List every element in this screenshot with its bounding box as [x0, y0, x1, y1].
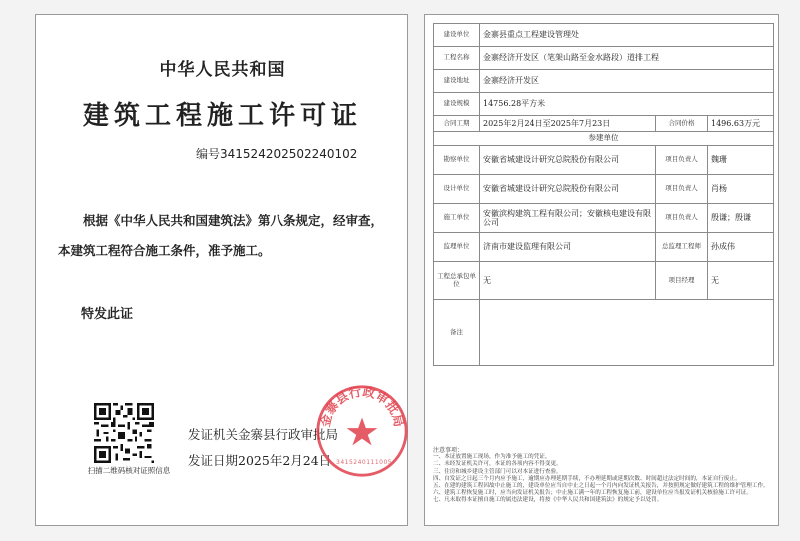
design-unit-label: 设计单位 — [434, 175, 480, 204]
supervision-unit-label: 监理单位 — [434, 233, 480, 262]
notes-section — [433, 447, 775, 505]
project-name-label: 工程名称 — [434, 47, 480, 70]
construction-role: 项目负责人 — [656, 204, 708, 233]
address-label: 建设地址 — [434, 70, 480, 93]
table-row — [434, 70, 774, 93]
contractor-value: 无 — [480, 262, 656, 300]
table-row — [434, 132, 774, 146]
supervision-unit-value: 济南市建设监理有限公司 — [480, 233, 656, 262]
survey-person: 魏珊 — [708, 146, 774, 175]
builder-label: 建设单位 — [434, 24, 480, 47]
price-label: 合同价格 — [656, 116, 708, 132]
note-item: 五、在建的建筑工程因故中止施工的，建设单位应当自中止之日起一个月内向发证机关报告，并按照规定做好建筑工程的维护管理工作。 — [433, 483, 769, 490]
certificate-statement: 根据《中华人民共和国建筑法》第八条规定，经审查，本建筑工程符合施工条件，准予施工。 — [58, 213, 384, 258]
certificate-detail-page — [424, 14, 779, 526]
builder-value: 金寨县重点工程建设管理处 — [480, 24, 774, 47]
construction-unit-label: 施工单位 — [434, 204, 480, 233]
supervision-person: 孙成伟 — [708, 233, 774, 262]
remarks-label: 备注 — [434, 300, 480, 366]
certificate-front-page — [35, 14, 408, 526]
construction-person: 殷谦；殷谦 — [708, 204, 774, 233]
table-row — [434, 262, 774, 300]
table-row — [434, 93, 774, 116]
project-name-value: 金寨经济开发区（笔架山路至金水路段）道排工程 — [480, 47, 774, 70]
issue-date-label: 发证日期 — [188, 453, 239, 468]
qr-code-icon[interactable] — [94, 403, 154, 463]
issue-date — [188, 451, 331, 469]
certificate-title: 建筑工程施工许可证 — [82, 101, 362, 131]
note-item: 四、自发证之日起三个月内应予施工，逾期应办理延期手续，不办理延期或延期次数、时间超过法定时间的，本证自行废止。 — [433, 475, 741, 482]
supervision-role: 总监理工程师 — [656, 233, 708, 262]
table-row — [434, 175, 774, 204]
table-row — [434, 24, 774, 47]
country-name: 中华人民共和国 — [159, 60, 286, 80]
scale-label: 建设规模 — [434, 93, 480, 116]
qr-caption: 扫描二维码核对证照信息 — [87, 466, 171, 475]
design-unit-value: 安徽省城建设计研究总院股份有限公司 — [480, 175, 656, 204]
survey-unit-value: 安徽省城建设计研究总院股份有限公司 — [480, 146, 656, 175]
svg-text:金寨县行政审批局: 金寨县行政审批局 — [317, 383, 407, 429]
notes-title: 注意事项： — [433, 447, 464, 454]
remarks-value — [480, 300, 774, 366]
note-item: 六、建筑工程恢复施工时，应当向发证机关报告；中止施工满一年的工程恢复施工前，建设单位应当报发证机关核验施工许可证。 — [433, 490, 752, 497]
scale-value: 14756.28平方米 — [480, 93, 774, 116]
issuing-authority-value: 金寨县行政审批局 — [238, 427, 339, 442]
note-item: 三、住房和城乡建设主管部门可以对本证进行查验。 — [433, 468, 562, 475]
table-row — [434, 204, 774, 233]
survey-role: 项目负责人 — [656, 146, 708, 175]
issuing-authority-label: 发证机关 — [188, 427, 239, 442]
design-role: 项目负责人 — [656, 175, 708, 204]
table-row — [434, 146, 774, 175]
table-row — [434, 233, 774, 262]
note-item: 七、凡未取得本证擅自施工的属违法建设，将按《中华人民共和国建筑法》的规定予以处罚。 — [433, 497, 663, 504]
issue-date-value: 2025年2月24日 — [238, 453, 332, 468]
period-label: 合同工期 — [434, 116, 480, 132]
construction-unit-value: 安徽滨构建筑工程有限公司；安徽核电建设有限公司 — [480, 204, 656, 233]
manager-person: 无 — [708, 262, 774, 300]
special-issue-text: 特发此证 — [81, 307, 134, 322]
survey-unit-label: 勘察单位 — [434, 146, 480, 175]
seal-code: 3415240111005 — [336, 459, 393, 466]
note-item: 二、未经发证机关许可，本证的各项内容不得变更。 — [433, 461, 562, 468]
certificate-number-value: 341524202502240102 — [220, 147, 358, 161]
note-item: 一、本证放置施工现场，作为准予施工的凭证。 — [433, 454, 551, 461]
table-row — [434, 300, 774, 366]
table-row — [434, 47, 774, 70]
project-info-table — [433, 23, 774, 366]
period-value: 2025年2月24日至2025年7月23日 — [480, 116, 656, 132]
design-person: 肖杨 — [708, 175, 774, 204]
contractor-label: 工程总承包单位 — [434, 262, 480, 300]
section-title: 参建单位 — [434, 132, 774, 146]
certificate-number-label: 编号 — [196, 147, 221, 161]
table-row — [434, 116, 774, 132]
certificate-number — [196, 145, 357, 162]
address-value: 金寨经济开发区 — [480, 70, 774, 93]
price-value: 1496.63万元 — [708, 116, 774, 132]
manager-role: 项目经理 — [656, 262, 708, 300]
